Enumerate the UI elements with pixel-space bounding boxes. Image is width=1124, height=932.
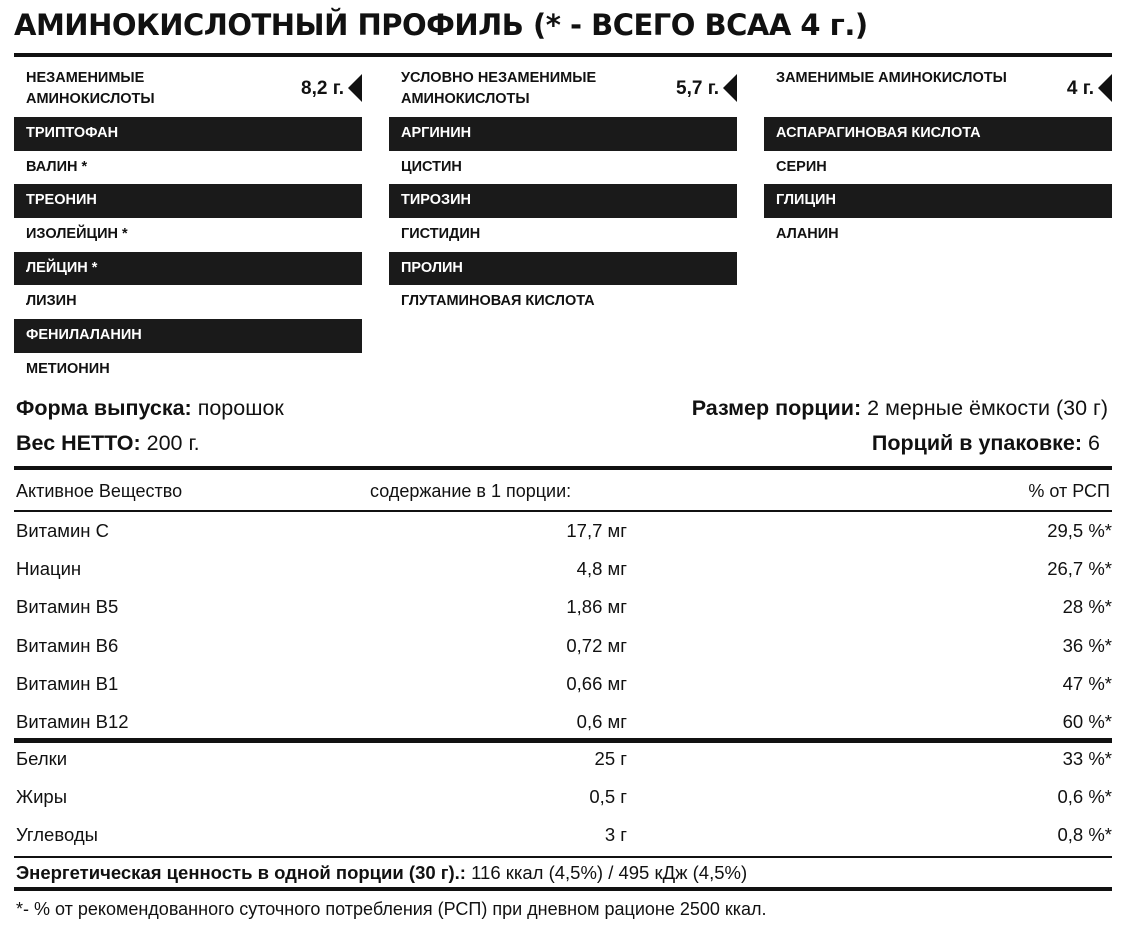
release-form — [16, 396, 284, 421]
table-row — [0, 520, 1124, 558]
table-row — [0, 635, 1124, 673]
nutrient-amount: 3 г — [604, 824, 627, 846]
servings-per-package-value: 6 — [1088, 431, 1100, 455]
servings-per-package — [872, 431, 1100, 456]
table-row — [0, 596, 1124, 634]
group-amount: 5,7 г. — [676, 78, 719, 99]
amino-acid-item: АРГИНИН — [389, 117, 737, 151]
group-header — [764, 64, 1112, 114]
serving-size-value: 2 мерные ёмкости (30 г) — [867, 396, 1108, 420]
nutrient-percent: 0,8 %* — [1057, 824, 1112, 846]
energy-label: Энергетическая ценность в одной порции (30 г).: — [16, 862, 466, 883]
nutrient-amount: 0,5 г — [589, 786, 627, 808]
amino-acid-item: ГЛИЦИН — [764, 184, 1112, 218]
table-row — [0, 558, 1124, 596]
essential-amino-acids-column — [14, 64, 362, 387]
col-header-percent: % от РСП — [1028, 481, 1110, 501]
nonessential-amino-acids-column — [764, 64, 1112, 252]
footnote: *- % от рекомендованного суточного потребления (РСП) при дневном рационе 2500 ккал. — [16, 899, 767, 919]
energy-divider — [14, 856, 1112, 858]
nutrient-amount: 0,6 мг — [576, 711, 627, 732]
serving-size — [692, 396, 1108, 421]
triangle-marker-icon — [348, 74, 362, 102]
nutrient-amount: 17,7 мг — [566, 520, 627, 541]
net-weight-label: Вес НЕТТО: — [16, 431, 141, 455]
top-divider — [14, 53, 1112, 57]
group-header — [14, 64, 362, 114]
group-label: НЕЗАМЕНИМЫЕ АМИНОКИСЛОТЫ — [26, 70, 155, 107]
nutrient-percent: 36 %* — [1062, 634, 1112, 656]
nutrient-percent: 29,5 %* — [1047, 520, 1112, 541]
energy-value-line — [16, 862, 747, 884]
amino-acid-item: ФЕНИЛАЛАНИН — [14, 319, 362, 353]
amino-acid-item: ЛЕЙЦИН * — [14, 252, 362, 286]
table-row — [0, 786, 1124, 824]
amino-acid-list — [764, 117, 1112, 252]
triangle-marker-icon — [1098, 74, 1112, 102]
group-label: УСЛОВНО НЕЗАМЕНИМЫЕ АМИНОКИСЛОТЫ — [401, 70, 597, 107]
amino-acid-item: АЛАНИН — [776, 226, 839, 243]
group-label: ЗАМЕНИМЫЕ АМИНОКИСЛОТЫ — [776, 70, 1007, 86]
amino-acid-item: ЦИСТИН — [401, 158, 462, 175]
nutrient-percent: 47 %* — [1062, 672, 1112, 694]
col-header-amount: содержание в 1 порции: — [370, 481, 572, 501]
page-title: АМИНОКИСЛОТНЫЙ ПРОФИЛЬ (* - ВСЕГО ВСАА 4 г.) — [14, 8, 868, 42]
table-row — [0, 673, 1124, 711]
nutrient-name: Белки — [16, 748, 68, 769]
col-header-substance: Активное Вещество — [16, 481, 183, 501]
nutrient-amount: 0,66 мг — [566, 672, 627, 694]
table-header-divider — [14, 510, 1112, 512]
amino-acid-item: МЕТИОНИН — [26, 360, 110, 377]
group-amount: 8,2 г. — [301, 78, 344, 99]
amino-acid-item: ПРОЛИН — [389, 252, 737, 286]
nutrient-name: Витамин В1 — [16, 672, 119, 694]
amino-acid-item: ИЗОЛЕЙЦИН * — [26, 226, 128, 243]
nutrient-percent: 0,6 %* — [1057, 786, 1112, 808]
nutrient-amount: 4,8 мг — [576, 558, 627, 580]
amino-acid-item: ЛИЗИН — [26, 293, 77, 310]
serving-size-label: Размер порции: — [691, 396, 862, 420]
nutrient-name: Жиры — [16, 786, 68, 808]
amino-acid-item: ВАЛИН * — [26, 158, 88, 175]
amino-acid-list — [389, 117, 737, 319]
conditionally-essential-amino-acids-column — [389, 64, 737, 319]
nutrient-name: Витамин С — [16, 520, 109, 541]
nutrient-percent: 26,7 %* — [1047, 558, 1112, 580]
net-weight-value: 200 г. — [146, 431, 200, 455]
amino-acid-item: ТРЕОНИН — [14, 184, 362, 218]
nutrient-percent: 33 %* — [1062, 748, 1112, 769]
bottom-divider — [14, 887, 1112, 891]
amino-acid-item: ТРИПТОФАН — [14, 117, 362, 151]
table-row — [0, 748, 1124, 786]
amino-acid-item: АСПАРАГИНОВАЯ КИСЛОТА — [764, 117, 1112, 151]
release-form-label: Форма выпуска: — [16, 396, 192, 420]
triangle-marker-icon — [723, 74, 737, 102]
nutrient-amount: 25 г — [594, 748, 627, 769]
servings-per-package-label: Порций в упаковке: — [871, 431, 1083, 455]
nutrient-name: Углеводы — [16, 824, 98, 846]
group-header — [389, 64, 737, 114]
nutrient-name: Витамин В6 — [16, 634, 119, 656]
nutrient-name: Витамин В5 — [16, 596, 119, 618]
nutrient-amount: 0,72 мг — [566, 634, 627, 656]
nutrient-name: Витамин В12 — [16, 711, 129, 732]
nutrient-amount: 1,86 мг — [566, 596, 627, 618]
group-amount: 4 г. — [1066, 78, 1094, 99]
release-form-value: порошок — [197, 396, 284, 420]
amino-acid-item: СЕРИН — [776, 158, 827, 175]
amino-acid-list — [14, 117, 362, 387]
amino-acid-item: ГЛУТАМИНОВАЯ КИСЛОТА — [401, 293, 595, 310]
amino-acid-item: ТИРОЗИН — [389, 184, 737, 218]
table-top-divider — [14, 466, 1112, 470]
nutrient-name: Ниацин — [16, 558, 82, 580]
amino-acid-item: ГИСТИДИН — [401, 226, 481, 243]
table-row — [0, 711, 1124, 749]
macro-divider — [14, 738, 1112, 743]
energy-value: 116 ккал (4,5%) / 495 кДж (4,5%) — [471, 862, 748, 883]
nutrient-percent: 60 %* — [1062, 711, 1112, 732]
nutrient-percent: 28 %* — [1062, 596, 1112, 618]
net-weight — [16, 431, 200, 456]
